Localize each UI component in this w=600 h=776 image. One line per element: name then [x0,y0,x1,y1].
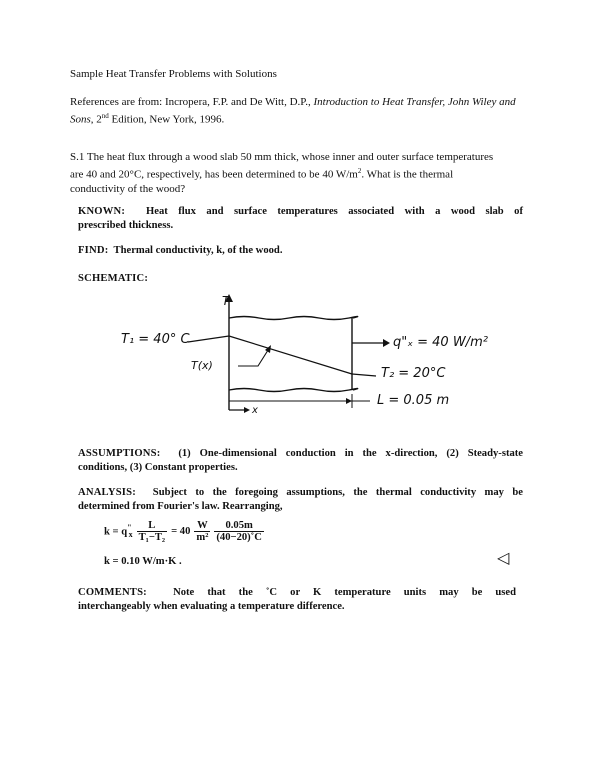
heat-flux-arrowhead [383,339,390,347]
known-label: KNOWN: [78,206,126,217]
tx-label: T(x) [191,359,213,372]
find-label: FIND: [78,245,109,256]
references-book-title: Introduction to Heat Transfer, John Wiley and Sons [70,96,516,126]
assumptions-text-2: conditions, (3) Constant properties. [78,462,238,473]
comments-text-1: Note that the ˚C or K temperature units may be used [173,587,517,598]
slab-top-edge [229,317,358,320]
problem-line-3: conductivity of the wood? [70,182,186,195]
fraction-length-over-dt: $\frac{0.05m}{(40-20)˚C}$ [216,519,262,543]
t-axis-label: T [222,294,230,308]
references-prefix: References are from: Incropera, F.P. and De Witt, D.P., [70,96,311,108]
schematic-diagram [0,290,600,420]
assumptions-section [78,447,523,475]
result-equation: k = 0.10 W/m·K . [104,556,182,567]
known-text-1: Heat flux and surface temperatures associated with a wood slab of [146,206,523,217]
fourier-equation [104,514,264,548]
temperature-profile-line [229,336,352,374]
t2-label: T₂ = 20°C [381,366,446,381]
tx-leader-arrowhead [265,345,271,353]
problem-line-2: are 40 and 20°C, respectively, has been determined to be 40 $W/m^2$. What is the thermal [70,167,454,181]
heat-flux-label: q"ₓ = 40 W/m² [393,335,488,350]
comments-section [78,586,516,614]
references-edition-sup: nd [101,112,109,120]
analysis-section [78,486,523,514]
assumptions-text-1: (1) One-dimensional conduction in the x-direction, (2) Steady-state [178,448,524,459]
x-axis-arrowhead [244,407,250,413]
schematic-label: SCHEMATIC: [78,273,149,284]
comments-label: COMMENTS: [78,587,147,598]
length-dimension-arrowhead [346,398,352,404]
t1-pointer [188,336,229,342]
references [70,95,540,127]
slab-bottom-edge [229,389,358,392]
problem-line-1: S.1 The heat flux through a wood slab 50 mm thick, whose inner and outer surface temperatures [70,151,494,163]
t2-pointer [352,374,376,376]
problem-statement [70,150,540,196]
references-edition-post: Edition, New York, 1996. [108,113,225,126]
references-edition-pre: , 2 [90,113,102,126]
analysis-label: ANALYSIS: [78,487,136,498]
analysis-text-1: Subject to the foregoing assumptions, the thermal conductivity may be [152,487,523,498]
analysis-text-2: determined from Fourier's law. Rearranging, [78,501,283,512]
find-section [78,244,282,258]
known-section [78,205,523,233]
document-title: Sample Heat Transfer Problems with Solutions [70,68,277,80]
t1-label: T₁ = 40° C [121,332,190,347]
comments-text-2: interchangeably when evaluating a temperature difference. [78,601,345,612]
length-label: L = 0.05 m [377,393,450,408]
x-axis-label: x [252,405,258,416]
equation-k-q: $k = q^"_x$ [104,522,133,540]
find-text: Thermal conductivity, k, of the wood. [113,245,283,256]
known-text-2: prescribed thickness. [78,220,174,231]
fraction-l-over-dt: $\frac{L}{\text{T₁−T₂}}$ [138,519,166,543]
assumptions-label: ASSUMPTIONS: [78,448,161,459]
fraction-w-over-m2: $\frac{W}{\text{m²}}$ [196,519,209,543]
result-marker-icon: ◁ [497,548,510,567]
equation-equals-40: = 40 [171,525,191,537]
